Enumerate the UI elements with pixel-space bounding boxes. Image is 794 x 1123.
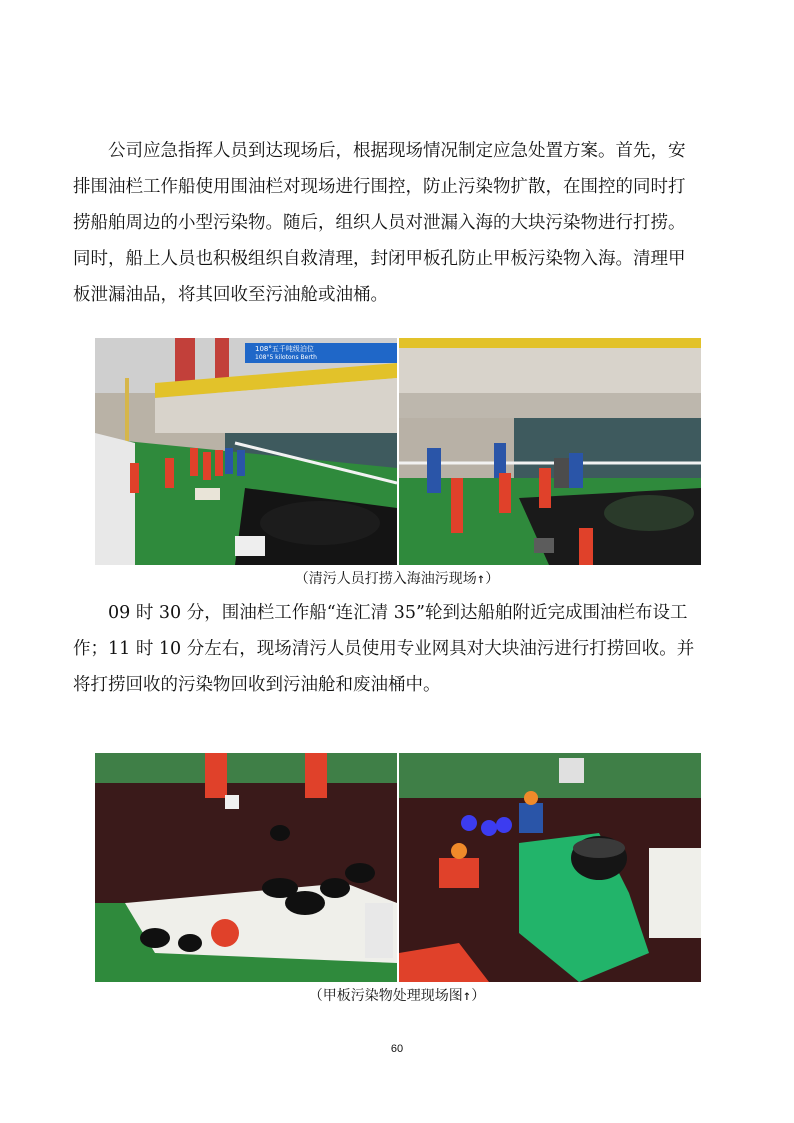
figure-2-caption: （甲板污染物处理现场图↑）	[308, 988, 486, 1004]
paragraph-1-line: 公司应急指挥人员到达现场后，根据现场情况制定应急处置方案。首先，安	[108, 141, 686, 161]
photo-workers-on-deck-right	[399, 338, 701, 565]
paragraph-1	[73, 133, 721, 313]
figure-1-caption: （清污人员打捞入海油污现场↑）	[294, 571, 500, 587]
paragraph-1-line: 板泄漏油品，将其回收至污油舱或油桶。	[73, 285, 388, 305]
berth-sign-text: 108°五千吨级泊位	[255, 345, 314, 353]
paragraph-2	[73, 595, 721, 703]
paragraph-2-line: 将打捞回收的污染物回收到污油舱和废油桶中。	[73, 675, 441, 695]
paragraph-1-line: 排围油栏工作船使用围油栏对现场进行围控，防止污染物扩散，在围控的同时打	[73, 177, 686, 197]
paragraph-2-line: 作；11 时 10 分左右，现场清污人员使用专业网具对大块油污进行打捞回收。并	[73, 639, 695, 659]
paragraph-2-line: 09 时 30 分，围油栏工作船“连汇清 35”轮到达船舶附近完成围油栏布设工	[108, 603, 688, 623]
paragraph-1-line: 捞船舶周边的小型污染物。随后，组织人员对泄漏入海的大块污染物进行打捞。	[73, 213, 686, 233]
page-number: 60	[390, 1043, 404, 1055]
berth-sign-text-en: 108°5 kilotons Berth	[255, 354, 317, 361]
photo-deck-cleanup-right	[399, 753, 701, 982]
photo-deck-cleanup-left	[95, 753, 397, 982]
paragraph-1-line: 同时，船上人员也积极组织自救清理，封闭甲板孔防止甲板污染物入海。清理甲	[73, 249, 686, 269]
photo-workers-on-deck-left	[95, 338, 397, 565]
